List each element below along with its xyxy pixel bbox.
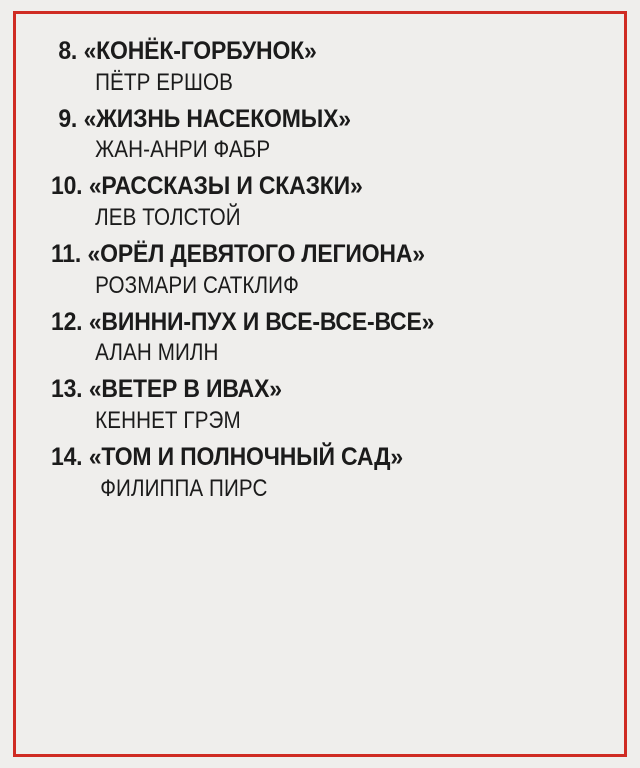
book-author: ЖАН-АНРИ ФАБР xyxy=(95,136,271,164)
book-author: ЛЕВ ТОЛСТОЙ xyxy=(95,203,241,231)
book-title-row xyxy=(16,442,575,473)
list-item xyxy=(16,442,624,504)
book-number: 14. xyxy=(50,443,83,472)
book-author: КЕННЕТ ГРЭМ xyxy=(95,406,241,434)
book-title-row xyxy=(16,307,575,338)
book-author: АЛАН МИЛН xyxy=(95,339,219,367)
book-title-row xyxy=(16,374,575,405)
book-title: «ТОМ И ПОЛНОЧНЫЙ САД» xyxy=(88,443,403,472)
book-number: 9. xyxy=(58,104,78,133)
book-list-poster xyxy=(13,11,627,757)
book-list xyxy=(16,14,624,510)
book-author: РОЗМАРИ САТКЛИФ xyxy=(95,271,299,299)
book-number: 13. xyxy=(50,375,83,404)
list-item xyxy=(16,374,624,436)
book-author: ПЁТР ЕРШОВ xyxy=(95,68,233,96)
book-number: 11. xyxy=(50,240,82,269)
book-title: «ЖИЗНЬ НАСЕКОМЫХ» xyxy=(83,104,351,133)
book-number: 10. xyxy=(50,172,83,201)
book-title-row xyxy=(16,36,575,67)
book-title: «ВИННИ-ПУХ И ВСЕ-ВСЕ-ВСЕ» xyxy=(88,307,435,336)
book-number: 12. xyxy=(50,307,83,336)
list-item xyxy=(16,239,624,301)
book-title-row xyxy=(16,239,575,270)
list-item xyxy=(16,307,624,369)
book-title: «ВЕТЕР В ИВАХ» xyxy=(88,375,282,404)
book-author: ФИЛИППА ПИРС xyxy=(100,474,268,502)
book-title: «ОРЁЛ ДЕВЯТОГО ЛЕГИОНА» xyxy=(87,240,425,269)
list-item xyxy=(16,104,624,166)
book-title-row xyxy=(16,171,575,202)
book-number: 8. xyxy=(58,37,78,65)
list-item xyxy=(16,36,624,98)
book-title-row xyxy=(16,104,575,135)
list-item xyxy=(16,171,624,233)
book-title: «РАССКАЗЫ И СКАЗКИ» xyxy=(88,172,363,201)
book-title: «КОНЁК-ГОРБУНОК» xyxy=(83,37,317,65)
